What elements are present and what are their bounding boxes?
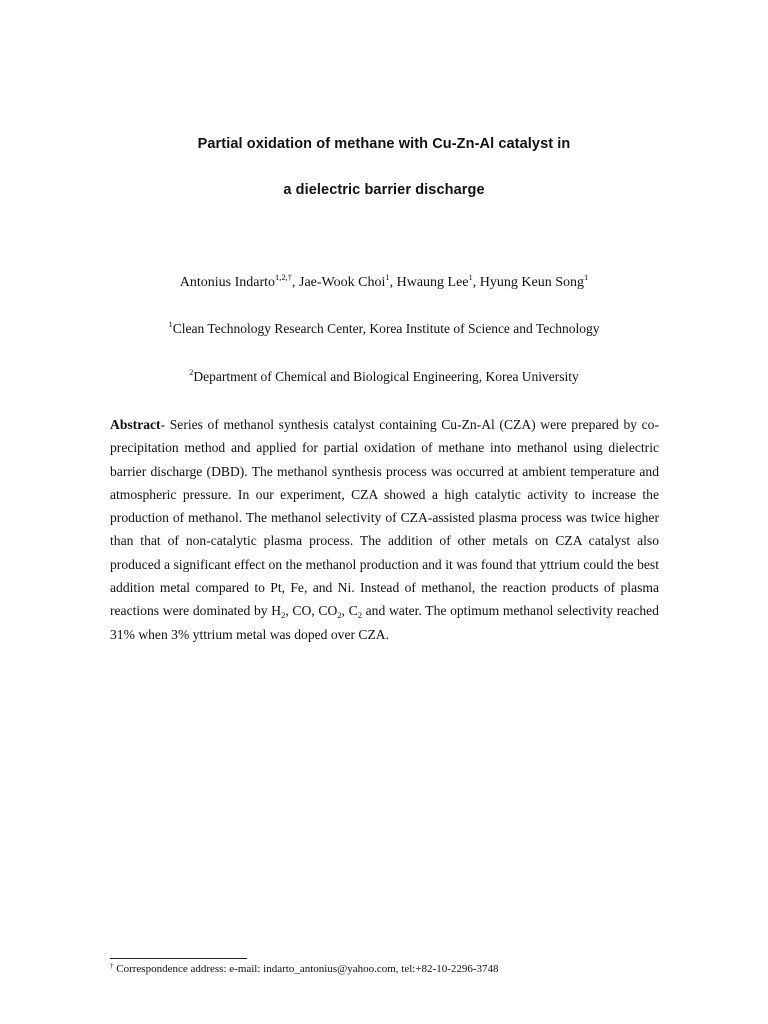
affiliation-mark: 1 (168, 319, 173, 329)
subscript: 2 (337, 610, 342, 621)
author-affiliation-mark: 1 (468, 272, 473, 282)
footnote (110, 963, 499, 975)
affiliation-2 (0, 369, 768, 385)
footnote-divider (110, 958, 247, 959)
abstract-text: , CO, CO (285, 603, 338, 619)
author-separator: , (472, 275, 480, 290)
author-separator: , (389, 275, 397, 290)
abstract-label: Abstract (110, 417, 161, 432)
author-name: Hwaung Lee (396, 275, 469, 290)
author-separator: , (292, 275, 299, 290)
author-affiliation-mark: 1 (385, 272, 390, 282)
affiliation-mark: 2 (189, 367, 194, 377)
paper-title-line-2: a dielectric barrier discharge (283, 182, 485, 198)
abstract-text: - Series of methanol synthesis catalyst containing Cu-Zn-Al (CZA) were prepared by co-precipitation method and applied for partial oxidation of methane into methanol using dielectric barrier discharge (DBD). The methanol synthesis process was occurred at ambient temperature and atmospheric pressure. In our experiment, CZA showed a high catalytic activity to increase the production of methanol. The methanol selectivity of CZA-assisted plasma process was twice higher than that of non-catalytic plasma process. The addition of other metals on CZA catalyst also produced a significant effect on the methanol production and it was found that yttrium could the best addition metal compared to Pt, Fe, and Ni. Instead of methanol, the reaction products of plasma reactions were dominated by H (110, 417, 659, 619)
subscript: 2 (281, 610, 286, 621)
abstract-text: , C (341, 603, 358, 619)
author-list (0, 272, 768, 291)
abstract-paragraph (110, 413, 659, 646)
affiliation-1 (0, 321, 768, 337)
affiliation-text: Department of Chemical and Biological Engineering, Korea University (193, 369, 579, 384)
abstract-text: and water. The optimum methanol selectivity reached 31% when 3% yttrium metal was doped over CZA. (110, 603, 659, 642)
author-name: Hyung Keun Song (479, 275, 585, 290)
author-name: Antonius Indarto (179, 275, 275, 290)
footnote-text: Correspondence address: e-mail: indarto_antonius@yahoo.com, tel:+82-10-2296-3748 (113, 963, 499, 975)
author-affiliation-mark: 1,2,† (275, 272, 292, 282)
author-name: Jae-Wook Choi (299, 275, 386, 290)
author-affiliation-mark: 1 (584, 272, 589, 282)
affiliation-text: Clean Technology Research Center, Korea Institute of Science and Technology (172, 321, 600, 336)
footnote-mark: † (110, 962, 114, 970)
subscript: 2 (357, 610, 362, 621)
paper-title-line-1: Partial oxidation of methane with Cu-Zn-Al catalyst in (197, 136, 571, 152)
